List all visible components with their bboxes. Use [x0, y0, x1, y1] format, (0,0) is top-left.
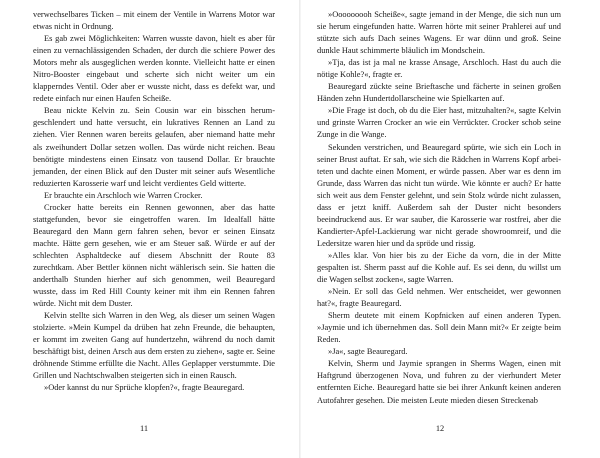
paragraph: »Oder kannst du nur Sprüche klopfen?«, fragte Beauregard.: [44, 383, 245, 393]
page-number: 11: [139, 424, 149, 433]
paragraph: Beauregard zückte seine Brieftasche und fächerte in seinen großen Händen zehn Hundertdollarscheine wie Spielkarten auf.: [317, 82, 561, 104]
paragraph: Beau nickte Kelvin zu. Sein Cousin war ein bisschen herumgeschlendert und hatte versucht, ein lukratives Rennen an Land zu ziehen. Vier Rennen waren bereits gelaufen, aber niemand hatte mehr als zweihundert Dollar setzen wollen. Das würde nicht reichen. Beau benötigte mindestens einen Einsatz von tausend Dollar. Er brauchte jemanden, der einen Blick auf den Duster mit seiner aufs Wesentliche reduzierten Karosserie warf und leicht verdientes Geld witterte.: [33, 106, 275, 188]
paragraph: »Nein. Er soll das Geld nehmen. Wer entscheidet, wer gewonnen hat?«, fragte Beauregard.: [317, 287, 561, 309]
page-number: 12: [435, 424, 445, 433]
paragraph: Sherm deutete mit einem Kopfnicken auf einen anderen Typen. »Jaymie und ich übernehmen das. Soll dein Mann mit?« Er zeigte beim Reden.: [317, 311, 561, 345]
paragraph: verwechselbares Ticken – mit einem der Ventile in Warrens Motor war etwas nicht in Ordnung.: [33, 10, 275, 32]
paragraph: »Tja, das ist ja mal ne krasse Ansage, Arschloch. Hast du auch die nötige Kohle?«, fragte er.: [317, 58, 561, 80]
paragraph: Es gab zwei Möglichkeiten: Warren wusste davon, hielt es aber für einen zu vernachlässigenden Schaden, der durch die schiere Power des Motors mehr als ausgeglichen werden konnte. Vielleicht hatte er einen Nitro-Booster eingebaut und scherte sich nicht weiter um ein klapperndes Ventil. Oder aber er wusste nicht, dass es defekt war, und redete einfach nur einen Haufen Scheiße.: [33, 34, 275, 104]
paragraph: Sekunden verstrichen, und Beauregard spürte, wie sich ein Loch in seiner Brust auftat. Er sah, wie sich die Rädchen in Warrens Kopf arbeiteten und dachte einen Moment, er würde passen. Aber war es denn im Grunde, dass Warren das nicht tun würde. Wie könnte er auch? Er hatte sich weit aus dem Fenster gelehnt, und sein Stolz würde nicht zulassen, dass er jetzt kniff. Außerdem sah der Duster nicht besonders beeindruckend aus. Er war sauber, die Karosserie war rostfrei, aber die Kandierter-Apfel-Lackierung war nicht gerade showroomreif, und die Ledersitze waren hier und da spröde und rissig.: [317, 142, 561, 248]
right-page-text: [317, 9, 561, 407]
left-page-text: [33, 9, 275, 395]
paragraph: Kelvin, Sherm und Jaymie sprangen in Sherms Wagen, einen mit Haftgrund überzogenen Nova, und fuhren zu der vierhundert Meter entfernten Eiche. Beauregard hatte sie bei ihrer Ankunft keinen anderen Autofahrer gesehen. Die meisten Leute mieden diesen Streckenab: [317, 359, 561, 405]
paragraph: »Ooooooooh Scheiße«, sagte jemand in der Menge, die sich nun um sie herum eingefunden hatte. Warren hörte mit seiner Prahlerei auf und stützte sich aufs Dach seines Wagens. Er war dünn und groß. Seine dunkle Haut schimmerte bläulich im Mondschein.: [317, 10, 561, 56]
right-page: [300, 0, 600, 458]
paragraph: »Die Frage ist doch, ob du die Eier hast, mitzuhalten?«, sagte Kelvin und grinste Warren Crocker an wie ein Verrückter. Crocker schob seine Zunge in die Wange.: [317, 106, 561, 140]
paragraph: »Alles klar. Von hier bis zu der Eiche da vorn, die in der Mitte gespalten ist. Sherm passt auf die Kohle auf. Es sei denn, du willst um die Wagen selbst zocken«, sagte Warren.: [317, 250, 561, 285]
paragraph: Er brauchte ein Arschloch wie Warren Crocker.: [44, 190, 203, 200]
paragraph: Kelvin stellte sich Warren in den Weg, als dieser um seinen Wagen stolzierte. »Mein Kumpel da drüben hat zehn Freunde, die behaupten, er kommt im zweiten Gang auf hundertzehn, während du noch damit beschäftigt bist, deinen Arsch aus dem ersten zu ziehen«, sagte er. Seine dröhnende Stimme erfüllte die Nacht. Alles Geplapper verstummte. Die Grillen und Nachtschwalben steigerten sich in einen Rausch.: [33, 311, 275, 381]
paragraph: Crocker hatte bereits ein Rennen gewonnen, aber das hatte stattgefunden, bevor sie eingetroffen waren. Im Idealfall hätte Beauregard den Mann gern fahren sehen, bevor er seinen Einsatz machte. Hätte gern gesehen, wie er am Steuer saß. Würde er auf der schlechten Asphaltdecke auf diesem Abschnitt der Route 83 zurechtkam. Aber Bettler können nicht wählerisch sein. Sie hatten die anderthalb Stunden hierher auf sich genommen, weil Beauregard wusste, dass im Red Hill County keiner mit ihm ein Rennen fahren würde. Nicht mit dem Duster.: [33, 202, 275, 309]
paragraph: »Ja«, sagte Beauregard.: [328, 347, 408, 357]
